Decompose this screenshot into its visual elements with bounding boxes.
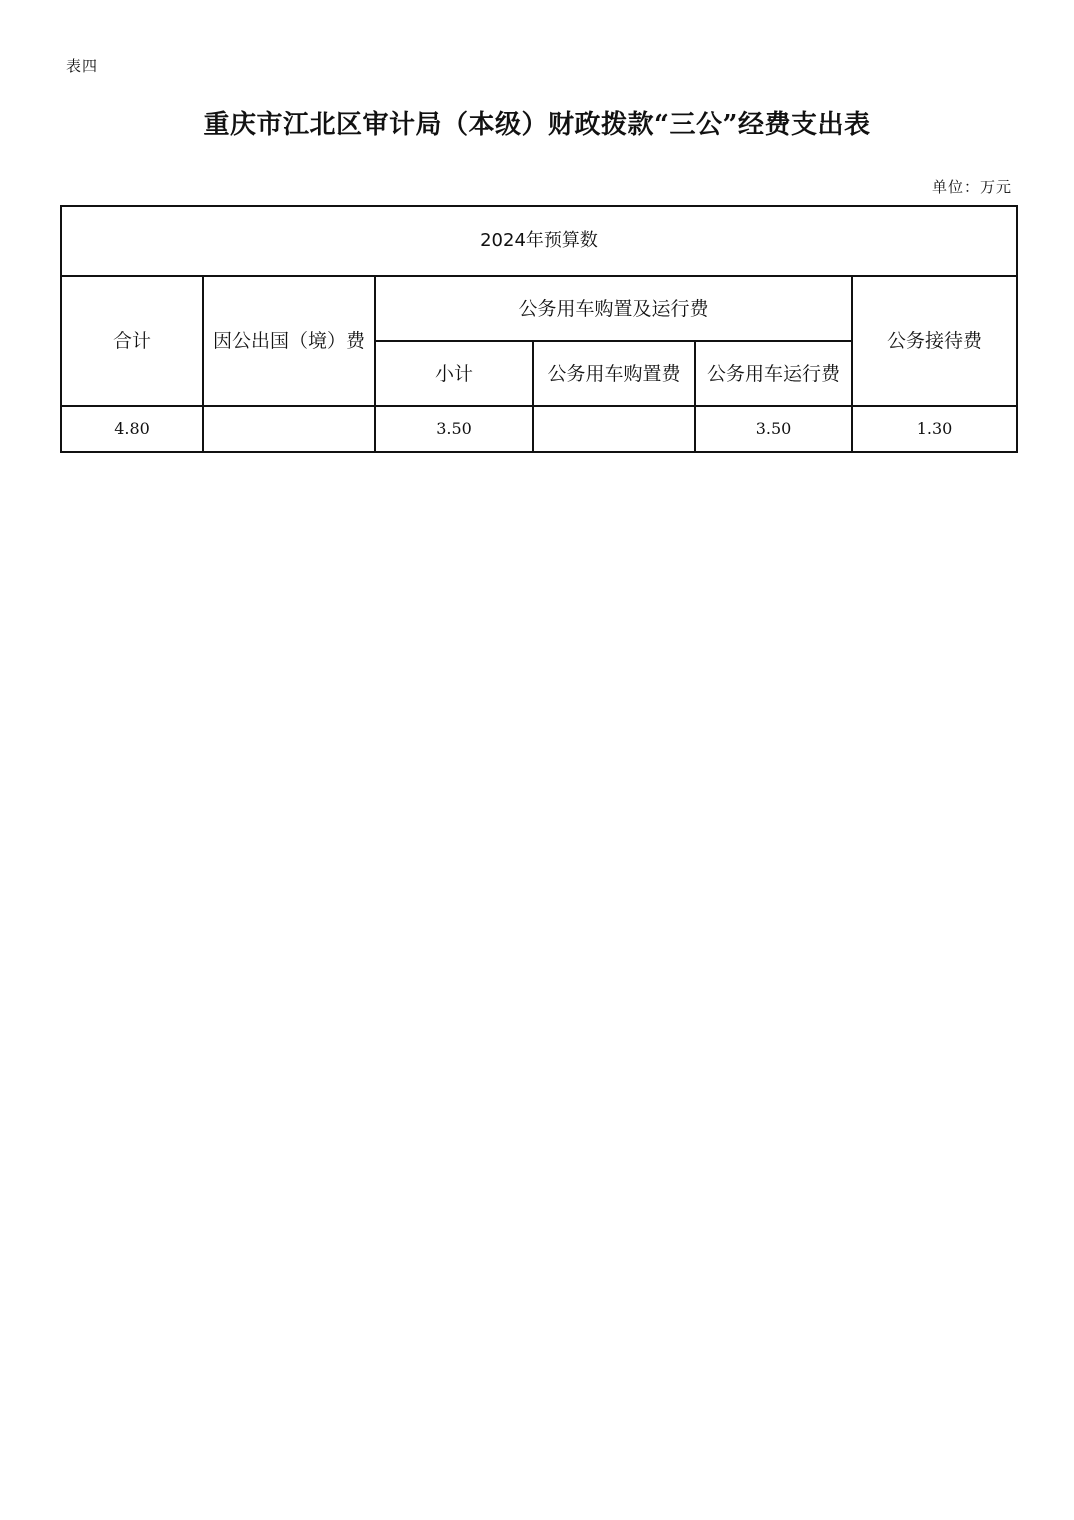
col-header-overseas: 因公出国（境）费	[203, 276, 375, 406]
table-row	[61, 406, 1017, 452]
unit-label: 单位：万元	[931, 178, 1012, 196]
col-header-vehicle-operation: 公务用车运行费	[695, 341, 852, 406]
col-header-total: 合计	[61, 276, 203, 406]
cell-total: 4.80	[61, 406, 203, 452]
page-title: 重庆市江北区审计局（本级）财政拨款“三公”经费支出表	[203, 110, 871, 140]
table-header-row	[61, 276, 1017, 341]
table-number-label: 表四	[66, 57, 99, 75]
table-header-row	[61, 206, 1017, 276]
cell-reception: 1.30	[852, 406, 1017, 452]
budget-table	[60, 205, 1018, 453]
cell-vehicle-subtotal: 3.50	[375, 406, 533, 452]
col-header-reception: 公务接待费	[852, 276, 1017, 406]
col-header-vehicle-subtotal: 小计	[375, 341, 533, 406]
cell-overseas	[203, 406, 375, 452]
col-header-vehicle-group: 公务用车购置及运行费	[375, 276, 852, 341]
cell-vehicle-purchase	[533, 406, 695, 452]
col-header-vehicle-purchase: 公务用车购置费	[533, 341, 695, 406]
cell-vehicle-operation: 3.50	[695, 406, 852, 452]
budget-year-header: 2024年预算数	[61, 206, 1017, 276]
